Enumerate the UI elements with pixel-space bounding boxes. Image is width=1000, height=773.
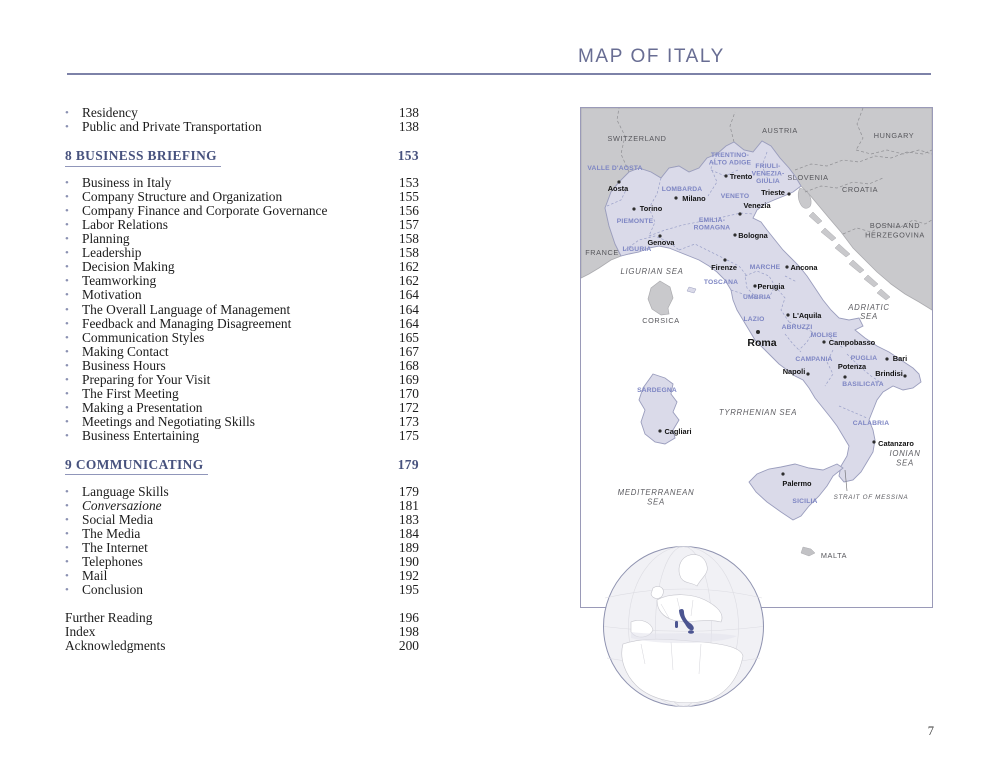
toc-entry-label: Social Media (82, 512, 154, 528)
toc-entry (63, 218, 419, 232)
city-dot-catanzaro (872, 440, 875, 443)
toc-entry (63, 345, 419, 359)
toc-entry (63, 639, 419, 653)
map-label-sicilia: SICILIA (792, 498, 818, 505)
bullet-icon (63, 190, 82, 205)
map-label-trento: Trento (729, 172, 753, 181)
map-label-molise: MOLISE (810, 332, 838, 339)
map-label-bosnia: BOSNIA AND HERZEGOVINA (865, 221, 925, 240)
city-dot-palermo (781, 472, 784, 475)
map-label-valle_daosta: VALLE D'AOSTA (587, 165, 643, 172)
bullet-icon (63, 246, 82, 261)
bullet-icon (63, 401, 82, 416)
toc-entry-label: Company Structure and Organization (82, 189, 283, 205)
toc-entry (63, 625, 419, 639)
toc-entry-label: Business Entertaining (82, 427, 200, 443)
toc-entry (63, 569, 419, 583)
map-label-piemonte: PIEMONTE (616, 218, 654, 225)
toc-group (63, 485, 419, 597)
map-label-switzerland: SWITZERLAND (607, 134, 667, 143)
toc-entry-label: Business in Italy (82, 175, 172, 191)
bullet-icon (63, 345, 82, 360)
map-label-basilicata: BASILICATA (842, 381, 884, 388)
city-dot-laquila (786, 313, 789, 316)
toc-entry (63, 429, 419, 443)
toc-entry (63, 176, 419, 190)
toc-entry-page: 184 (398, 526, 419, 542)
toc-entry (63, 120, 419, 134)
map-label-brindisi: Brindisi (875, 369, 903, 378)
bullet-icon (63, 120, 82, 135)
toc-entry (63, 387, 419, 401)
bullet-icon (63, 373, 82, 388)
map-label-liguria: LIGURIA (622, 246, 652, 253)
toc-entry-label: Further Reading (65, 610, 153, 626)
toc-entry-label: Language Skills (82, 483, 169, 499)
toc-entry-page: 158 (398, 245, 419, 261)
city-dot-roma (756, 330, 760, 334)
bullet-icon (63, 274, 82, 289)
toc-entry (63, 359, 419, 373)
map-label-corsica: CORSICA (642, 316, 680, 325)
toc-entry-page: 195 (398, 582, 419, 598)
toc-entry-page: 153 (398, 175, 419, 191)
toc-entry-page: 158 (398, 231, 419, 247)
toc-entry-page: 175 (398, 427, 419, 443)
bullet-icon (63, 569, 82, 584)
toc-entry (63, 499, 419, 513)
toc-entry-page: 162 (398, 273, 419, 289)
map-label-bari: Bari (892, 354, 908, 363)
toc-entry-page: 179 (398, 483, 419, 499)
toc-entry-page: 164 (398, 287, 419, 303)
table-of-contents (63, 106, 419, 654)
toc-entry-label: Planning (82, 231, 130, 247)
toc-entry-label: Meetings and Negotiating Skills (82, 413, 255, 429)
toc-entry-page: 169 (398, 371, 419, 387)
city-dot-trieste (787, 192, 790, 195)
toc-entry-label: Making a Presentation (82, 399, 203, 415)
map-label-milano: Milano (682, 194, 706, 203)
map-label-abruzzi: ABRUZZI (781, 324, 813, 331)
toc-group (63, 106, 419, 134)
map-label-campania: CAMPANIA (795, 356, 833, 363)
toc-entry-page: 200 (398, 638, 419, 654)
city-dot-bologna (733, 233, 736, 236)
city-dot-aosta (617, 180, 620, 183)
map-label-campobasso: Campobasso (828, 338, 876, 347)
map-label-umbria: UMBRIA (743, 294, 771, 301)
toc-entry (63, 303, 419, 317)
map-label-trieste: Trieste (761, 188, 785, 197)
toc-entry (63, 288, 419, 302)
city-dot-torino (632, 207, 635, 210)
bullet-icon (63, 331, 82, 346)
toc-section-heading (63, 458, 419, 472)
bullet-icon (63, 429, 82, 444)
toc-entry-label: Motivation (82, 287, 142, 303)
map-label-adriatic: ADRIATIC SEA (848, 303, 890, 321)
toc-heading-page: 179 (397, 456, 419, 472)
toc-entry-page: 155 (398, 189, 419, 205)
bullet-icon (63, 485, 82, 500)
toc-entry (63, 583, 419, 597)
toc-entry-label: Preparing for Your Visit (82, 371, 211, 387)
bullet-icon (63, 499, 82, 514)
map-label-toscana: TOSCANA (703, 279, 739, 286)
map-label-laquila: L'Aquila (792, 311, 822, 320)
toc-entry-label: Communication Styles (82, 329, 205, 345)
map-label-roma: Roma (747, 337, 777, 349)
toc-entry-label: Business Hours (82, 357, 166, 373)
map-label-aosta: Aosta (607, 184, 629, 193)
map-label-veneto: VENETO (720, 193, 750, 200)
toc-section-heading (63, 149, 419, 163)
toc-entry (63, 373, 419, 387)
city-dot-brindisi (903, 374, 906, 377)
toc-entry (63, 527, 419, 541)
bullet-icon (63, 288, 82, 303)
toc-entry-page: 156 (398, 203, 419, 219)
toc-entry-page: 198 (398, 624, 419, 640)
bullet-icon (63, 176, 82, 191)
city-dot-venezia (738, 212, 741, 215)
map-label-cagliari: Cagliari (664, 427, 692, 436)
bullet-icon (63, 317, 82, 332)
city-dot-milano (674, 196, 677, 199)
toc-entry-page: 168 (398, 357, 419, 373)
toc-entry (63, 611, 419, 625)
city-dot-perugia (753, 284, 756, 287)
map-label-calabria: CALABRIA (852, 420, 890, 427)
map-label-france: FRANCE (585, 248, 619, 257)
city-dot-campobasso (822, 340, 825, 343)
map-label-ancona: Ancona (790, 263, 818, 272)
toc-entry (63, 541, 419, 555)
toc-entry-page: 181 (398, 498, 419, 514)
bullet-icon (63, 527, 82, 542)
toc-entry-page: 192 (398, 568, 419, 584)
toc-entry-page: 172 (398, 399, 419, 415)
map-label-tyrrhenian: TYRRHENIAN SEA (718, 408, 798, 417)
toc-entry-label: Mail (82, 568, 108, 584)
map-label-torino: Torino (639, 204, 663, 213)
globe-inset (601, 544, 766, 709)
toc-entry-page: 189 (398, 540, 419, 556)
map-label-palermo: Palermo (782, 479, 812, 488)
bullet-icon (63, 513, 82, 528)
toc-entry-label: The Overall Language of Management (82, 301, 291, 317)
toc-entry-page: 173 (398, 413, 419, 429)
toc-entry (63, 260, 419, 274)
toc-entry-label: Labor Relations (82, 217, 168, 233)
toc-entry-label: Residency (82, 105, 138, 120)
map-label-lombardia: LOMBARDA (661, 186, 703, 193)
toc-entry-label: Teamworking (82, 273, 157, 289)
toc-entry-label: Feedback and Managing Disagreement (82, 315, 292, 331)
toc-entry (63, 415, 419, 429)
map-label-perugia: Perugia (757, 282, 785, 291)
toc-entry (63, 513, 419, 527)
toc-entry (63, 485, 419, 499)
toc-heading-label: 9 COMMUNICATING (65, 457, 208, 476)
city-dot-bari (885, 357, 888, 360)
toc-entry-label: Index (65, 624, 96, 640)
map-label-hungary: HUNGARY (873, 131, 915, 140)
toc-entry-page: 165 (398, 329, 419, 345)
toc-entry-label: Telephones (82, 554, 143, 570)
toc-entry-page: 138 (398, 119, 419, 135)
toc-entry-page: 162 (398, 259, 419, 275)
bullet-icon (63, 415, 82, 430)
map-label-catanzaro: Catanzaro (878, 439, 914, 448)
bullet-icon (63, 106, 82, 121)
toc-entry-label: Leadership (82, 245, 142, 261)
toc-entry-page: 196 (398, 610, 419, 626)
toc-entry-label: The First Meeting (82, 385, 179, 401)
bullet-icon (63, 232, 82, 247)
toc-entry-page: 164 (398, 315, 419, 331)
toc-entry-page: 157 (398, 217, 419, 233)
toc-entry (63, 190, 419, 204)
toc-entry-label: Conclusion (82, 582, 144, 598)
map-label-friuli: FRIULI-VENEZIA-GIULIA (751, 163, 785, 185)
toc-entry (63, 317, 419, 331)
map-label-austria: AUSTRIA (762, 126, 798, 135)
toc-entry-label: The Media (82, 526, 141, 542)
bullet-icon (63, 218, 82, 233)
toc-entry-label: Public and Private Transportation (82, 119, 262, 135)
city-dot-cagliari (658, 429, 661, 432)
toc-entry (63, 401, 419, 415)
bullet-icon (63, 204, 82, 219)
city-dot-firenze (723, 258, 726, 261)
map-label-trentino: TRENTINO-ALTO ADIGE (708, 152, 752, 167)
toc-entry (63, 106, 419, 120)
map-of-italy (580, 107, 933, 608)
italy-map-graphic (581, 108, 932, 607)
bullet-icon (63, 359, 82, 374)
bullet-icon (63, 260, 82, 275)
toc-entry-label: Conversazione (82, 498, 162, 514)
toc-entry (63, 246, 419, 260)
toc-entry-page: 164 (398, 301, 419, 317)
map-label-lazio: LAZIO (743, 316, 765, 323)
toc-entry-page: 167 (398, 343, 419, 359)
toc-entry-page: 183 (398, 512, 419, 528)
map-label-bologna: Bologna (738, 231, 768, 240)
bullet-icon (63, 541, 82, 556)
map-label-marche: MARCHE (749, 264, 781, 271)
bullet-icon (63, 303, 82, 318)
toc-entry (63, 204, 419, 218)
map-label-ligurian: LIGURIAN SEA (620, 267, 684, 276)
map-label-slovenia: SLOVENIA (787, 173, 829, 182)
bullet-icon (63, 387, 82, 402)
toc-entry-page: 190 (398, 554, 419, 570)
toc-entry-label: Decision Making (82, 259, 175, 275)
toc-entry (63, 274, 419, 288)
toc-entry (63, 232, 419, 246)
map-label-venezia: Venezia (743, 201, 771, 210)
bullet-icon (63, 555, 82, 570)
city-dot-genova (658, 234, 661, 237)
toc-entry (63, 331, 419, 345)
map-label-sardegna: SARDEGNA (637, 387, 677, 394)
map-label-emilia: EMILIA-ROMAGNA (693, 217, 731, 232)
toc-entry (63, 555, 419, 569)
toc-entry-page: 170 (398, 385, 419, 401)
map-label-puglia: PUGLIA (850, 355, 878, 362)
toc-entry-label: Company Finance and Corporate Governance (82, 203, 328, 219)
header-rule (67, 73, 931, 75)
map-label-genova: Genova (647, 238, 675, 247)
map-label-mediterranean: MEDITERRANEAN SEA (617, 488, 695, 507)
map-label-firenze: Firenze (711, 263, 737, 272)
map-label-malta: MALTA (820, 551, 848, 560)
toc-group (63, 611, 419, 653)
city-dot-trento (724, 174, 727, 177)
toc-entry-label: The Internet (82, 540, 148, 556)
page-title: MAP OF ITALY (578, 46, 725, 67)
map-label-messina: STRAIT OF MESSINA (833, 494, 909, 501)
map-label-croatia: CROATIA (841, 185, 879, 194)
map-label-ionian: IONIAN SEA (889, 449, 921, 468)
toc-heading-label: 8 BUSINESS BRIEFING (65, 148, 221, 167)
city-dot-ancona (785, 265, 788, 268)
city-dot-potenza (843, 375, 846, 378)
page-number: 7 (927, 724, 934, 738)
toc-entry-label: Making Contact (82, 343, 169, 359)
map-label-potenza: Potenza (837, 362, 867, 371)
toc-heading-page: 153 (397, 148, 419, 164)
toc-entry-page: 138 (398, 105, 419, 120)
toc-group (63, 176, 419, 443)
bullet-icon (63, 583, 82, 598)
map-label-napoli: Napoli (782, 367, 806, 376)
city-dot-napoli (806, 372, 809, 375)
toc-entry-label: Acknowledgments (65, 638, 166, 654)
